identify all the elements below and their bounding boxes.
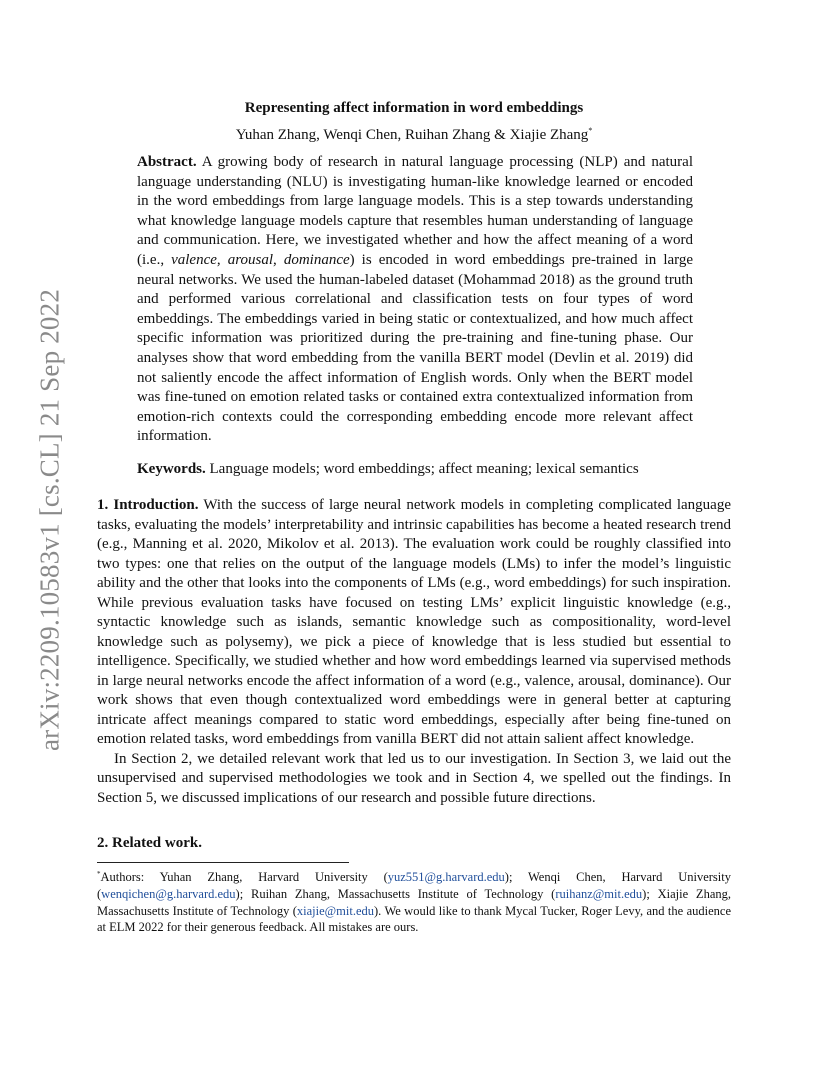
abstract-text-2: ) is encoded in word embeddings pre-trained in large neural networks. We used the human-labeled dataset (Mohammad 2018) as the ground truth and performed various correlational and classification tests on four types of word embeddings. The embeddings varied in being static or contextualized, and how much affect specific information was prioritized during the pre-training and fine-tuning phase. Our analyses show that word embedding from the vanilla BERT model (Devlin et al. 2019) did not saliently encode the affect information of English words. Only when the BERT model was fine-tuned on emotion related tasks or contained extra contextualized information from emotion-rich contexts could the corresponding embedding encode more relevant affect information. — [137, 251, 694, 445]
related-work-heading: 2. Related work. — [97, 835, 202, 851]
footnote-text-5: ). We would like to thank Mycal Tucker, Roger Levy, and the audience at ELM 2022 for their generous feedback. All mistakes are ours. — [97, 903, 731, 935]
abstract-sep-1: , — [216, 251, 228, 268]
footnote-text-2: ); Wenqi Chen, Harvard University ( — [97, 870, 731, 901]
arxiv-identifier-stamp: arXiv:2209.10583v1 [cs.CL] 21 Sep 2022 — [34, 288, 65, 752]
author-list — [0, 126, 828, 144]
email-link-xiajie[interactable]: xiajie@mit.edu — [296, 903, 374, 918]
introduction-section — [97, 496, 731, 808]
introduction-heading: 1. Introduction. — [97, 497, 199, 513]
author-footnote — [97, 866, 731, 936]
footnote-divider — [97, 862, 349, 863]
introduction-paragraph-1 — [97, 496, 731, 750]
keywords-text: Language models; word embeddings; affect meaning; lexical semantics — [205, 461, 639, 477]
abstract-sep-2: , — [273, 251, 284, 268]
email-link-yuhan[interactable]: yuz551@g.harvard.edu — [387, 870, 505, 884]
abstract-text-1: A growing body of research in natural language processing (NLP) and natural language understanding (NLU) is investigating human-like knowledge learned or encoded in the word embeddings from large language models. This is a step towards understanding what knowledge language models capture that resembles human understanding of language and communication. Here, we investigated whether and how the affect meaning of a word (i.e., — [137, 154, 693, 268]
author-footnote-mark[interactable]: * — [588, 126, 593, 135]
footnote-text-4: ); Xiajie Zhang, Massachusetts Institute of Technology ( — [97, 886, 731, 918]
paper-title: Representing affect information in word embeddings — [244, 100, 584, 116]
email-link-wenqi[interactable]: wenqichen@g.harvard.edu — [101, 886, 236, 901]
keywords-label: Keywords. — [137, 461, 206, 477]
email-link-ruihan[interactable]: ruihanz@mit.edu — [555, 886, 643, 901]
footnote-text-3: ); Ruihan Zhang, Massachusetts Institute of Technology ( — [235, 886, 556, 901]
abstract-em-dominance: dominance — [283, 251, 350, 268]
abstract — [137, 153, 693, 447]
keywords — [137, 460, 713, 480]
abstract-em-arousal: arousal — [227, 251, 274, 268]
abstract-em-valence: valence — [171, 251, 217, 268]
introduction-paragraph-2: In Section 2, we detailed relevant work that led us to our investigation. In Section 3, we laid out the unsupervised and supervised methodologies we took and in Section 4, we spelled out the findings. In Section 5, we discussed implications of our research and possible future directions. — [97, 750, 731, 806]
abstract-label: Abstract. — [137, 154, 197, 170]
introduction-paragraph-1-text: With the success of large neural network models in completing complicated language tasks, evaluating the models’ interpretability and intrinsic capabilities has become a heated research trend (e.g., Manning et al. 2020, Mikolov et al. 2013). The evaluation work could be roughly classified into two types: one that relies on the output of the language models (LMs) to infer the model’s linguistic ability and the other that looks into the components of LMs (e.g., word embeddings) for such inspiration. While previous evaluation tasks have focused on testing LMs’ explicit linguistic knowledge (e.g., syntactic knowledge such as islands, semantic knowledge such as compositionality, word-level knowledge such as polysemy), we pick a piece of knowledge that is less studied but essential to intelligence. Specifically, we studied whether and how word embeddings learned via supervised methods in large neural networks encode the affect information of a word (e.g., valence, arousal, dominance). Our work shows that even though contextualized word embeddings were in general better at capturing intricate affect meanings compared to static word embeddings, especially after being fine-tuned on emotion related tasks, word embeddings from vanilla BERT did not attain salient affect knowledge. — [97, 497, 731, 747]
footnote-text-1: Authors: Yuhan Zhang, Harvard University ( — [100, 870, 388, 884]
footnote-mark: * — [97, 870, 101, 878]
authors-text: Yuhan Zhang, Wenqi Chen, Ruihan Zhang & Xiajie Zhang — [235, 127, 589, 143]
